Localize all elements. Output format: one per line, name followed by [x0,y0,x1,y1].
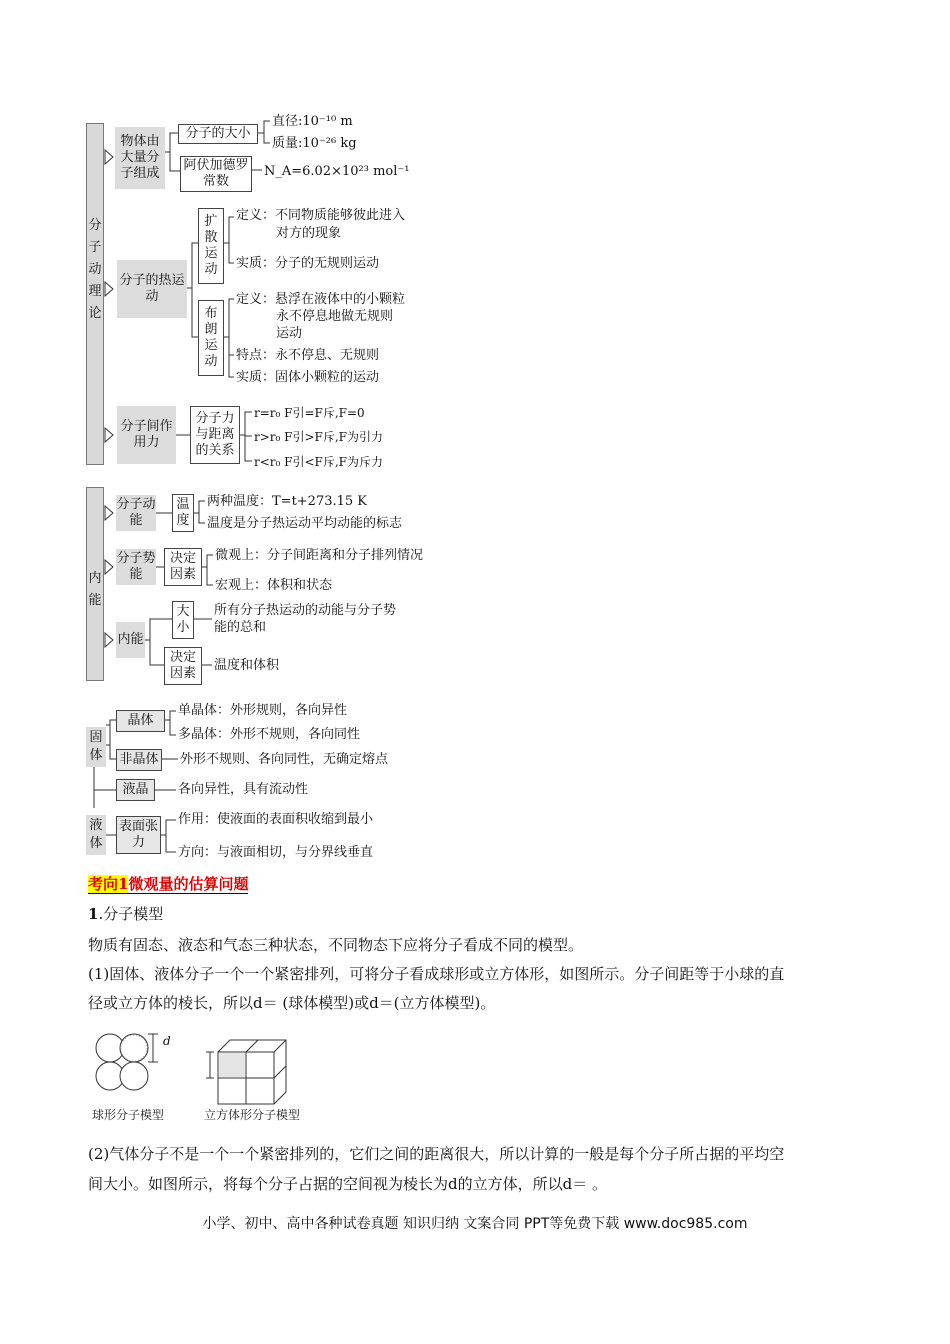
brownian-definition-3: 运动 [276,326,303,341]
brownian-feature: 特点：永不停息、无规则 [236,348,380,363]
force-greater: r>r₀ F引>F斥,F为引力 [254,430,384,444]
liquid-crystal-box: 液晶 [116,779,155,801]
force-distance-box: 分子力与距离的关系 [190,406,240,464]
temperature-box: 温度 [172,494,194,532]
potential-energy-box: 分子势能 [116,549,156,585]
mass-text: 质量:10⁻²⁶ kg [272,136,357,151]
brownian-definition-2: 永不停息地做无规则 [276,309,394,324]
paragraph-3-line-2: 间大小。如图所示，将每个分子占据的空间视为棱长为d的立方体，所以d＝ 。 [88,1175,607,1193]
thermal-motion-box: 分子的热运动 [117,260,187,318]
ie-size-text-1: 所有分子热运动的动能与分子势 [214,603,397,618]
temperature-line-2: 温度是分子热运动平均动能的标志 [207,516,403,531]
diameter-text: 直径:10⁻¹⁰ m [272,114,353,129]
caption-sphere-model: 球形分子模型 [92,1108,165,1122]
pe-factor-box: 决定因素 [164,548,202,586]
ie-size-text-2: 能的总和 [214,620,267,635]
brownian-essence: 实质：固体小颗粒的运动 [236,370,380,385]
kinetic-energy-box: 分子动能 [116,495,156,531]
amorphous-box: 非晶体 [116,749,162,771]
intermolecular-force-box: 分子间作用力 [117,406,176,464]
surface-tension-box: 表面张力 [116,816,161,854]
avogadro-box: 阿伏加德罗常数 [180,156,252,192]
poly-crystal-text: 多晶体：外形不规则，各向同性 [178,727,361,742]
crystal-box: 晶体 [116,710,165,732]
footer-text: 小学、初中、高中各种试卷真题 知识归纳 文案合同 PPT等免费下载 www.doc985.com [202,1216,748,1232]
single-crystal-text: 单晶体：外形规则，各向异性 [178,703,348,718]
heading-title: 微观量的估算问题 [128,875,249,893]
diffusion-definition-2: 对方的现象 [276,226,342,241]
paragraph-3-line-1: (2)气体分子不是一个一个紧密排列的，它们之间的距离很大，所以计算的一般是每个分子所占据的平均空 [88,1145,785,1163]
ie-factor-box: 决定因素 [164,647,202,685]
caption-cube-model: 立方体形分子模型 [204,1108,301,1122]
ie-size-box: 大小 [172,601,194,639]
pe-micro-text: 微观上：分子间距离和分子排列情况 [215,548,424,563]
force-equal: r=r₀ F引=F斥,F=0 [254,406,365,420]
diffusion-box: 扩散运动 [198,208,224,284]
tension-direction-text: 方向：与液面相切，与分界线垂直 [178,845,374,860]
liquid-label: 液体 [86,815,106,855]
figure-d-label: d [163,1034,171,1048]
brownian-box: 布朗运动 [198,300,224,376]
ie-factor-text: 温度和体积 [214,658,280,673]
internal-energy-box: 内能 [116,622,145,658]
amorphous-text: 外形不规则、各向同性，无确定熔点 [180,752,389,767]
brownian-definition-1: 定义：悬浮在液体中的小颗粒 [236,292,406,307]
paragraph-2-line-1: (1)固体、液体分子一个一个紧密排列，可将分子看成球形或立方体形，如图所示。分子间距等于小球的直 [88,965,785,983]
kinetic-theory-label: 分子动理论 [88,218,102,321]
pe-macro-text: 宏观上：体积和状态 [215,578,333,593]
internal-energy-label: 内能 [88,571,102,608]
liquid-crystal-text: 各向异性，具有流动性 [178,782,309,797]
temperature-line-1: 两种温度：T=t+273.15 K [207,494,368,509]
paragraph-1: 物质有固态、液态和气态三种状态，不同物态下应将分子看成不同的模型。 [88,936,584,954]
paragraph-2-line-2: 径或立方体的棱长，所以d＝ (球体模型)或d＝(立方体模型)。 [88,994,496,1012]
heading-label: 考向1 [88,875,129,893]
avogadro-value: N_A=6.02×10²³ mol⁻¹ [264,164,410,179]
section-heading [88,874,248,894]
subsection-title [88,903,163,925]
diffusion-definition-1: 定义：不同物质能够彼此进入 [236,208,406,223]
solid-label: 固体 [86,727,106,767]
molecule-model-figures [88,1030,328,1110]
force-less: r<r₀ F引<F斥,F为斥力 [254,455,384,469]
molecules-composition-box: 物体由大量分子组成 [115,127,165,189]
molecule-size-box: 分子的大小 [178,124,258,144]
subsection-text: .分子模型 [98,905,164,923]
diffusion-essence: 实质：分子的无规则运动 [236,256,380,271]
subsection-number: 1 [88,905,99,923]
tension-effect-text: 作用：使液面的表面积收缩到最小 [178,812,374,827]
